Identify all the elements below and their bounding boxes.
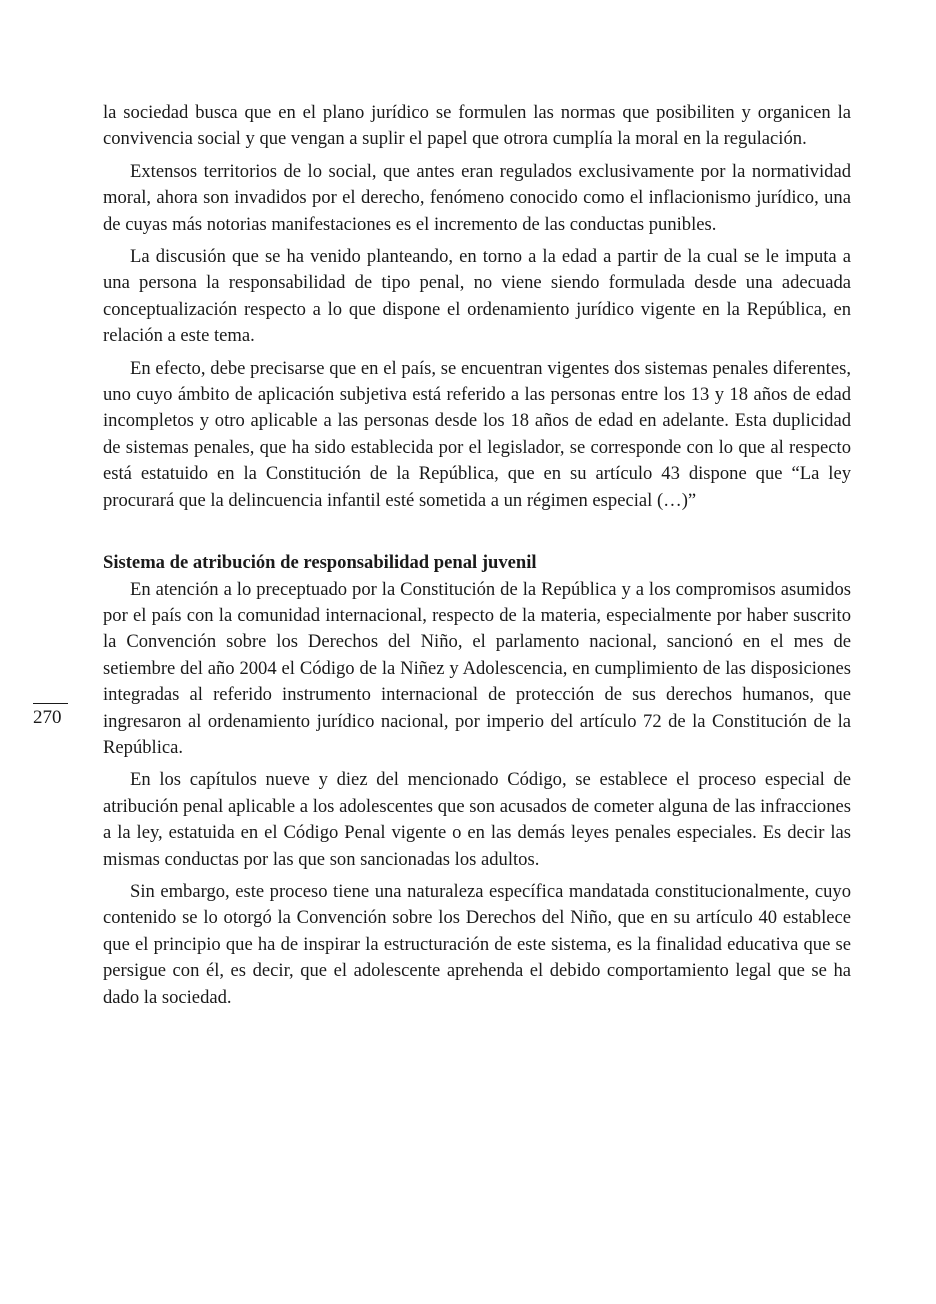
page-number: 270: [33, 707, 62, 728]
paragraph: En atención a lo preceptuado por la Constitución de la República y a los compromisos asumidos por el país con la comunidad internacional, respecto de la materia, especialmente por haber suscrito la Convención sobre los Derechos del Niño, el parlamento nacional, sancionó en el mes de setiembre del año 2004 el Código de la Niñez y Adolescencia, en cumplimiento de las disposiciones integradas al referido instrumento internacional de protección de sus derechos humanos, que ingresaron al ordenamiento jurídico nacional, por imperio del artículo 72 de la Constitución de la República.: [103, 578, 851, 758]
paragraph: Sin embargo, este proceso tiene una naturaleza específica mandatada constitucionalmente, cuyo contenido se lo otorgó la Convención sobre los Derechos del Niño, que en su artículo 40 establece que el principio que ha de inspirar la estructuración de este sistema, es la finalidad educativa que se persigue con él, es decir, que el adolescente aprehenda el debido comportamiento legal que se ha dado la sociedad.: [103, 880, 851, 1008]
paragraph: En los capítulos nueve y diez del mencionado Código, se establece el proceso especial de atribución penal aplicable a los adolescentes que son acusados de cometer alguna de las infracciones a la ley, estatuida en el Código Penal vigente o en las demás leyes penales especiales. Es decir las mismas conductas por las que son sancionadas los adultos.: [103, 769, 851, 870]
paragraph: Extensos territorios de lo social, que antes eran regulados exclusivamente por la normatividad moral, ahora son invadidos por el derecho, fenómeno conocido como el inflacionismo jurídico, una de cuyas más notorias manifestaciones es el incremento de las conductas punibles.: [103, 160, 851, 235]
section-heading: Sistema de atribución de responsabilidad penal juvenil: [103, 552, 537, 574]
paragraph-continuation: la sociedad busca que en el plano jurídico se formulen las normas que posibiliten y organicen la convivencia social y que vengan a suplir el papel que otrora cumplía la moral en la regulación.: [103, 102, 851, 150]
page-number-rule: [33, 703, 68, 704]
page-body: [103, 100, 851, 1017]
paragraph: En efecto, debe precisarse que en el país, se encuentran vigentes dos sistemas penales diferentes, uno cuyo ámbito de aplicación subjetiva está referido a las personas entre los 13 y 18 años de edad incompletos y otro aplicable a las personas desde los 18 años de edad en adelante. Esta duplicidad de sistemas penales, que ha sido establecida por el legislador, se corresponde con lo que al respecto está estatuido en la Constitución de la República, que en su artículo 43 dispone que “La ley procurará que la delincuencia infantil esté sometida a un régimen especial (…)”: [103, 357, 851, 511]
paragraph: La discusión que se ha venido planteando, en torno a la edad a partir de la cual se le imputa a una persona la responsabilidad de tipo penal, no viene siendo formulada desde una adecuada conceptualización respecto a lo que dispone el ordenamiento jurídico vigente en la República, en relación a este tema.: [103, 246, 851, 347]
